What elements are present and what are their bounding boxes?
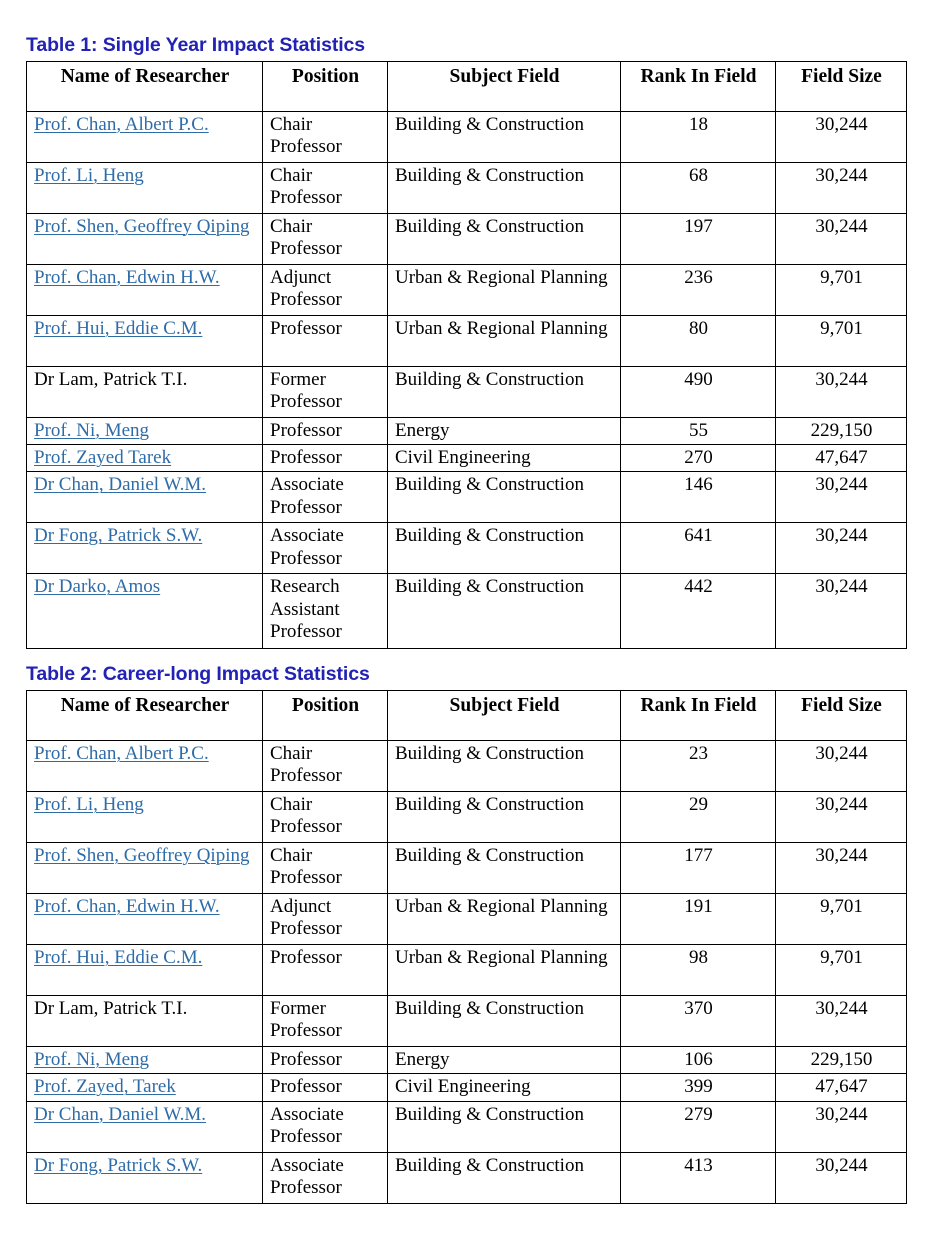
researcher-profile-link[interactable]: Prof. Shen, Geoffrey Qiping [34,215,250,237]
cell-position: Associate Professor [263,472,388,523]
researcher-profile-link[interactable]: Dr Fong, Patrick S.W. [34,1154,203,1176]
cell-rank-in-field: 68 [621,162,776,213]
cell-rank-in-field: 106 [621,1046,776,1073]
column-header-rank: Rank In Field [621,61,776,111]
table-row [27,893,907,944]
cell-rank-in-field: 197 [621,213,776,264]
cell-field-size: 30,244 [776,995,907,1046]
cell-rank-in-field: 23 [621,740,776,791]
cell-researcher-name [27,366,263,417]
column-header-subject: Subject Field [388,690,621,740]
cell-subject-field: Energy [388,1046,621,1073]
cell-position: Chair Professor [263,791,388,842]
cell-field-size: 229,150 [776,417,907,444]
table-row [27,995,907,1046]
researcher-profile-link[interactable]: Dr Fong, Patrick S.W. [34,525,203,547]
cell-position: Former Professor [263,366,388,417]
cell-position: Associate Professor [263,1152,388,1203]
cell-subject-field: Building & Construction [388,995,621,1046]
cell-subject-field: Building & Construction [388,366,621,417]
cell-researcher-name [27,1046,263,1073]
researcher-name-text: Dr Lam, Patrick T.I. [34,997,188,1019]
cell-position: Professor [263,444,388,471]
cell-rank-in-field: 413 [621,1152,776,1203]
table-row [27,1074,907,1101]
cell-rank-in-field: 270 [621,444,776,471]
cell-subject-field: Civil Engineering [388,1074,621,1101]
cell-position: Professor [263,1074,388,1101]
researcher-profile-link[interactable]: Prof. Chan, Edwin H.W. [34,266,220,288]
cell-field-size: 30,244 [776,574,907,649]
cell-researcher-name [27,417,263,444]
cell-researcher-name [27,574,263,649]
table-row [27,162,907,213]
cell-rank-in-field: 236 [621,264,776,315]
cell-field-size: 30,244 [776,213,907,264]
table-row [27,1101,907,1152]
cell-field-size: 9,701 [776,944,907,995]
cell-subject-field: Building & Construction [388,574,621,649]
cell-rank-in-field: 370 [621,995,776,1046]
cell-researcher-name [27,944,263,995]
cell-rank-in-field: 191 [621,893,776,944]
cell-rank-in-field: 18 [621,111,776,162]
researcher-profile-link[interactable]: Prof. Ni, Meng [34,419,150,441]
cell-rank-in-field: 279 [621,1101,776,1152]
researcher-profile-link[interactable]: Dr Chan, Daniel W.M. [34,1103,207,1125]
cell-subject-field: Urban & Regional Planning [388,315,621,366]
cell-subject-field: Urban & Regional Planning [388,264,621,315]
cell-subject-field: Urban & Regional Planning [388,893,621,944]
table-row [27,472,907,523]
table-2-header-row [27,690,907,740]
table-2-head [27,690,907,740]
cell-position: Adjunct Professor [263,893,388,944]
cell-researcher-name [27,1101,263,1152]
cell-researcher-name [27,111,263,162]
cell-field-size: 30,244 [776,111,907,162]
cell-field-size: 30,244 [776,740,907,791]
cell-field-size: 9,701 [776,264,907,315]
cell-researcher-name [27,315,263,366]
researcher-profile-link[interactable]: Prof. Shen, Geoffrey Qiping [34,844,250,866]
cell-rank-in-field: 641 [621,523,776,574]
table-2-body [27,740,907,1203]
cell-position: Associate Professor [263,523,388,574]
table-1-title: Table 1: Single Year Impact Statistics [26,34,366,56]
cell-rank-in-field: 442 [621,574,776,649]
cell-position: Research Assistant Professor [263,574,388,649]
table-row [27,523,907,574]
cell-position: Professor [263,315,388,366]
cell-researcher-name [27,213,263,264]
cell-position: Associate Professor [263,1101,388,1152]
cell-subject-field: Building & Construction [388,162,621,213]
table-1-head [27,61,907,111]
table-row [27,944,907,995]
cell-researcher-name [27,791,263,842]
cell-rank-in-field: 98 [621,944,776,995]
researcher-profile-link[interactable]: Prof. Li, Heng [34,793,144,815]
cell-position: Chair Professor [263,111,388,162]
table-row [27,574,907,649]
cell-field-size: 47,647 [776,444,907,471]
researcher-name-text: Dr Lam, Patrick T.I. [34,368,188,390]
researcher-profile-link[interactable]: Prof. Zayed Tarek [34,446,172,468]
cell-subject-field: Energy [388,417,621,444]
table-1 [26,61,907,650]
cell-researcher-name [27,444,263,471]
cell-researcher-name [27,162,263,213]
cell-rank-in-field: 399 [621,1074,776,1101]
researcher-profile-link[interactable]: Dr Chan, Daniel W.M. [34,474,207,496]
cell-subject-field: Building & Construction [388,523,621,574]
researcher-profile-link[interactable]: Prof. Hui, Eddie C.M. [34,946,203,968]
table-row [27,444,907,471]
cell-position: Professor [263,1046,388,1073]
column-header-name: Name of Researcher [27,61,263,111]
table-row [27,366,907,417]
cell-subject-field: Building & Construction [388,842,621,893]
cell-subject-field: Urban & Regional Planning [388,944,621,995]
table-row [27,740,907,791]
researcher-profile-link[interactable]: Prof. Li, Heng [34,164,144,186]
table-1-header-row [27,61,907,111]
column-header-position: Position [263,61,388,111]
cell-field-size: 30,244 [776,791,907,842]
researcher-profile-link[interactable]: Prof. Chan, Albert P.C. [34,113,209,135]
table-2 [26,690,907,1204]
table-row [27,264,907,315]
table-row [27,1046,907,1073]
cell-rank-in-field: 80 [621,315,776,366]
cell-field-size: 30,244 [776,1101,907,1152]
table-row [27,315,907,366]
cell-field-size: 9,701 [776,315,907,366]
researcher-profile-link[interactable]: Prof. Hui, Eddie C.M. [34,317,203,339]
researcher-profile-link[interactable]: Prof. Ni, Meng [34,1048,150,1070]
column-header-name: Name of Researcher [27,690,263,740]
researcher-profile-link[interactable]: Prof. Chan, Albert P.C. [34,742,209,764]
cell-position: Chair Professor [263,162,388,213]
cell-position: Professor [263,417,388,444]
cell-position: Former Professor [263,995,388,1046]
table-row [27,1152,907,1203]
cell-field-size: 30,244 [776,366,907,417]
cell-subject-field: Building & Construction [388,791,621,842]
cell-researcher-name [27,523,263,574]
cell-researcher-name [27,893,263,944]
cell-rank-in-field: 490 [621,366,776,417]
cell-rank-in-field: 146 [621,472,776,523]
column-header-rank: Rank In Field [621,690,776,740]
table-row [27,842,907,893]
cell-position: Adjunct Professor [263,264,388,315]
cell-subject-field: Building & Construction [388,1152,621,1203]
cell-field-size: 47,647 [776,1074,907,1101]
table-1-body [27,111,907,649]
cell-researcher-name [27,740,263,791]
cell-subject-field: Building & Construction [388,740,621,791]
cell-position: Chair Professor [263,213,388,264]
cell-rank-in-field: 29 [621,791,776,842]
cell-subject-field: Building & Construction [388,111,621,162]
cell-field-size: 30,244 [776,523,907,574]
cell-field-size: 30,244 [776,162,907,213]
cell-subject-field: Civil Engineering [388,444,621,471]
cell-field-size: 229,150 [776,1046,907,1073]
cell-field-size: 30,244 [776,472,907,523]
table-row [27,417,907,444]
table-2-title: Table 2: Career-long Impact Statistics [26,663,370,686]
cell-field-size: 9,701 [776,893,907,944]
cell-researcher-name [27,472,263,523]
cell-position: Chair Professor [263,842,388,893]
column-header-field-size: Field Size [776,690,907,740]
researcher-profile-link[interactable]: Dr Darko, Amos [34,576,161,598]
column-header-subject: Subject Field [388,61,621,111]
cell-field-size: 30,244 [776,842,907,893]
table-row [27,791,907,842]
cell-researcher-name [27,995,263,1046]
cell-subject-field: Building & Construction [388,1101,621,1152]
cell-researcher-name [27,264,263,315]
researcher-profile-link[interactable]: Prof. Zayed, Tarek [34,1076,176,1098]
cell-position: Professor [263,944,388,995]
cell-rank-in-field: 55 [621,417,776,444]
cell-subject-field: Building & Construction [388,213,621,264]
table-row [27,213,907,264]
table-row [27,111,907,162]
researcher-profile-link[interactable]: Prof. Chan, Edwin H.W. [34,895,220,917]
cell-researcher-name [27,1152,263,1203]
column-header-position: Position [263,690,388,740]
column-header-field-size: Field Size [776,61,907,111]
cell-researcher-name [27,1074,263,1101]
cell-subject-field: Building & Construction [388,472,621,523]
cell-field-size: 30,244 [776,1152,907,1203]
cell-researcher-name [27,842,263,893]
cell-rank-in-field: 177 [621,842,776,893]
cell-position: Chair Professor [263,740,388,791]
